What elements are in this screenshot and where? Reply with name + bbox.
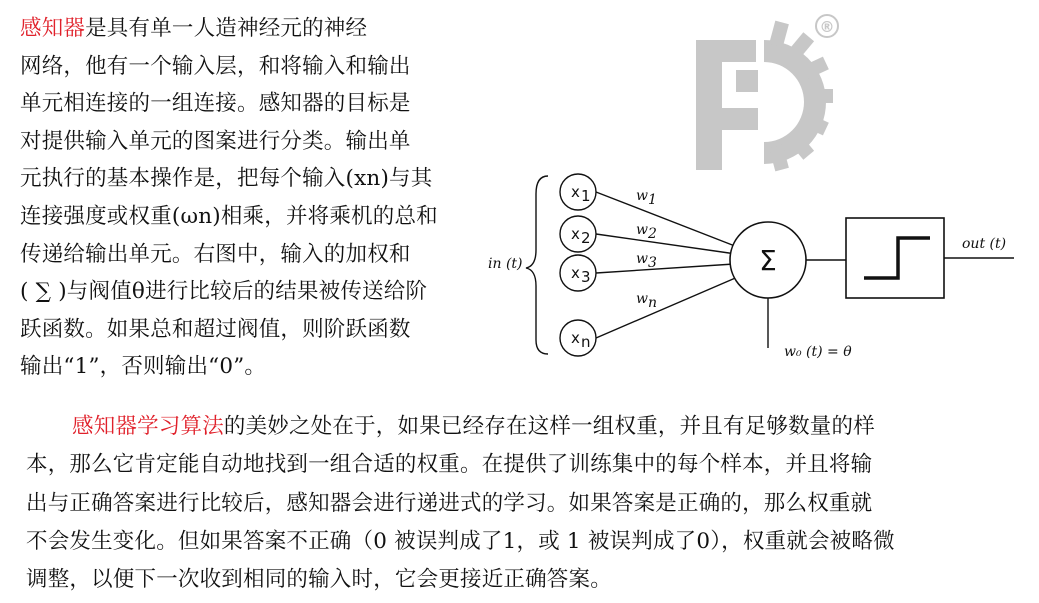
svg-text:w: w	[636, 188, 648, 204]
weight-label-2	[636, 222, 657, 242]
brand-logo	[694, 12, 854, 172]
weight-label-3	[636, 251, 657, 271]
intro-line-2: 网络，他有一个输入层，和将输入和输出	[20, 53, 411, 79]
intro-line-7: 传递给输出单元。右图中，输入的加权和	[20, 241, 411, 267]
svg-text:n: n	[581, 333, 591, 351]
learning-line-4: 不会发生变化。但如果答案不正确（0 被误判成了1，或 1 被误判成了0），权重就会被略微	[26, 528, 895, 554]
intro-line-4: 对提供输入单元的图案进行分类。输出单	[20, 128, 411, 154]
input-brace	[526, 176, 548, 354]
registered-mark: ®	[819, 18, 835, 36]
threshold-label: w₀ (t) = θ	[784, 344, 852, 360]
intro-paragraph	[20, 10, 475, 386]
weight-lines	[596, 192, 740, 338]
input-node-1	[560, 174, 596, 210]
svg-text:x: x	[571, 329, 580, 347]
learning-line-1: 感知器学习算法的美妙之处在于，如果已经存在这样一组权重，并且有足够数量的样	[72, 414, 875, 439]
input-node-n	[560, 320, 596, 356]
intro-line-8: ( ∑ )与阀值θ进行比较后的结果被传送给阶	[20, 279, 428, 305]
learning-line-5: 调整，以便下一次收到相同的输入时，它会更接近正确答案。	[26, 567, 612, 593]
learning-line-3: 出与正确答案进行比较后，感知器会进行递进式的学习。如果答案是正确的，那么权重就	[26, 490, 873, 516]
intro-line-10: 输出“1”，否则输出“0”。	[20, 354, 267, 380]
svg-text:1: 1	[581, 187, 591, 205]
svg-text:n: n	[648, 295, 658, 311]
svg-text:1: 1	[648, 192, 657, 208]
svg-text:3: 3	[648, 255, 657, 271]
gear-p-logo-icon	[696, 21, 833, 172]
weight-label-1	[636, 188, 657, 208]
learning-paragraph	[26, 408, 1016, 599]
in-label: in (t)	[488, 256, 523, 272]
intro-line-6: 连接强度或权重(ωn)相乘，并将乘机的总和	[20, 203, 438, 229]
svg-text:2: 2	[648, 226, 657, 242]
svg-text:w: w	[636, 222, 648, 238]
svg-text:x: x	[571, 264, 580, 282]
out-label: out (t)	[962, 236, 1007, 252]
input-node-2	[560, 216, 596, 252]
input-node-3	[560, 255, 596, 291]
intro-line-9: 跃函数。如果总和超过阀值，则阶跃函数	[20, 316, 411, 342]
step-function-box	[846, 218, 944, 298]
intro-line-1: 感知器是具有单一人造神经元的神经	[20, 16, 368, 41]
svg-text:x: x	[571, 225, 580, 243]
intro-line-3: 单元相连接的一组连接。感知器的目标是	[20, 91, 411, 117]
perceptron-diagram	[478, 170, 1018, 370]
learning-algorithm-term: 感知器学习算法	[72, 414, 224, 439]
svg-text:3: 3	[581, 268, 591, 286]
weight-label-n	[636, 291, 657, 311]
svg-text:w: w	[636, 251, 648, 267]
learning-line-2: 本，那么它肯定能自动地找到一组合适的权重。在提供了训练集中的每个样本，并且将输	[26, 452, 873, 478]
svg-text:2: 2	[581, 229, 591, 247]
svg-text:x: x	[571, 183, 580, 201]
intro-line-5: 元执行的基本操作是，把每个输入(xn)与其	[20, 166, 433, 192]
svg-text:w: w	[636, 291, 648, 307]
perceptron-term: 感知器	[20, 16, 86, 41]
sum-symbol: Σ	[759, 244, 777, 277]
